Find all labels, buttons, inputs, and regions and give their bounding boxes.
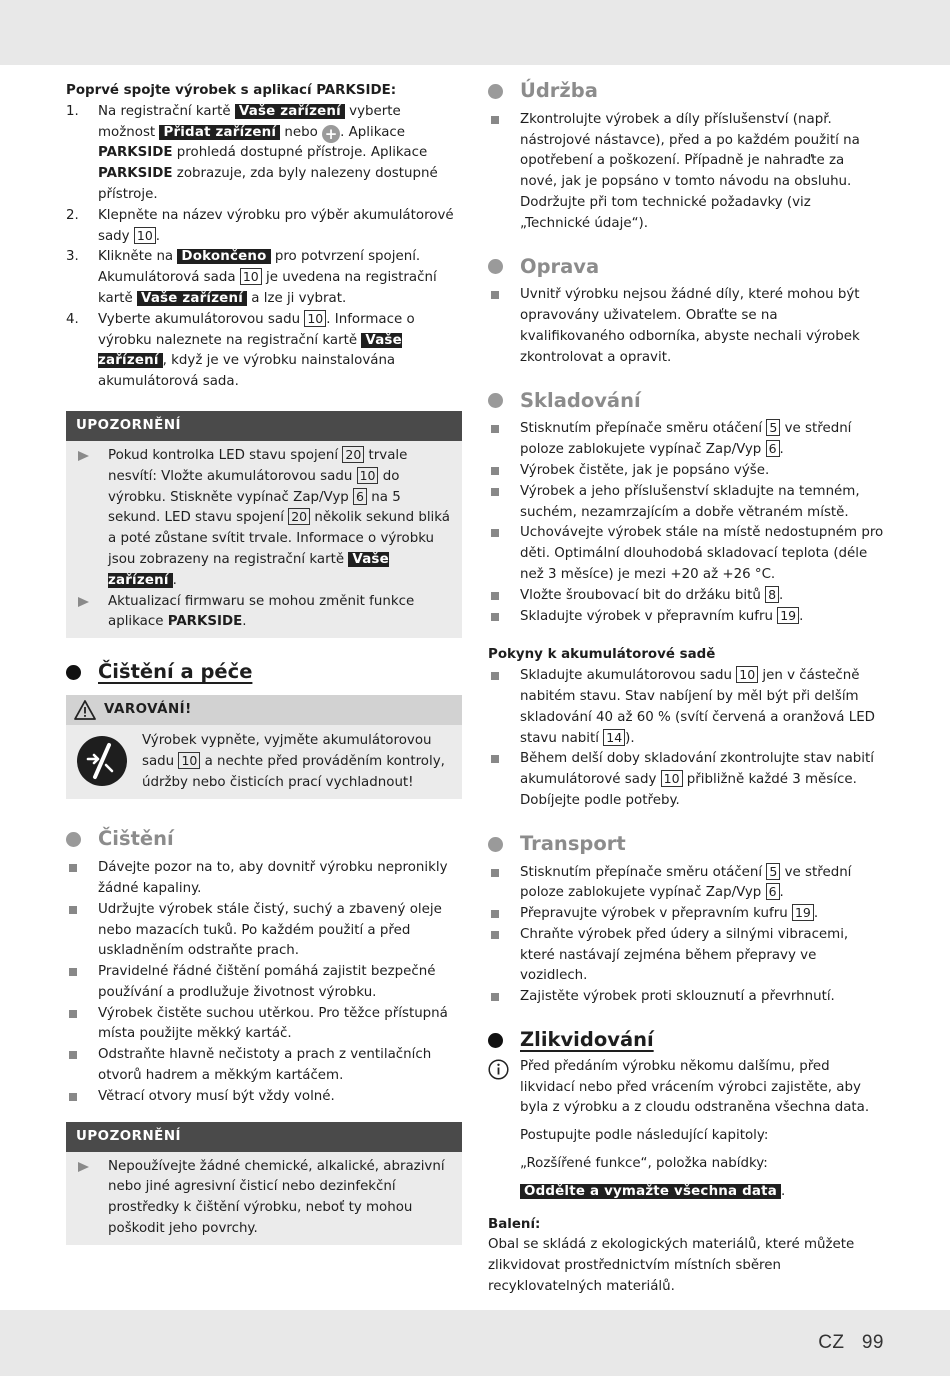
info-note: Před předáním výrobku někomu dalšímu, před likvidací nebo před vrácením výrobci zajistěte, aby byla z výrobku a z cloudu odstraněna všechna data.	[488, 1057, 884, 1119]
arrow-icon	[76, 592, 108, 634]
notice-item: Pokud kontrolka LED stavu spojení 20 trvale nesvítí: Vložte akumulátorovou sadu 10 do výrobku. Stiskněte vypínač Zap/Vyp 6 na 5 sekund. LED stavu spojení 20 několik sekund bliká a poté zůstane svítit trvale. Informace o výrobku jsou zobrazeny na registrační kartě Vaše zařízení .	[76, 446, 452, 592]
arrow-icon	[76, 446, 108, 592]
heading-cleaning-care: Čištění a péče	[66, 662, 462, 683]
page-number: CZ 99	[818, 1332, 884, 1353]
disposal-menu-item: Oddělte a vymažte všechna data .	[488, 1182, 884, 1203]
bullet-dot-icon	[488, 393, 503, 408]
packing-title: Balení:	[488, 1216, 541, 1232]
bullet-dot-icon	[488, 837, 503, 852]
square-bullet-icon	[488, 285, 520, 368]
disposal-para-2: „Rozšířené funkce“, položka nabídky:	[520, 1156, 768, 1172]
square-bullet-icon	[488, 904, 520, 925]
ui-label-your-devices: Vaše zařízení	[98, 332, 402, 369]
list-item: Skladujte výrobek v přepravním kufru 19 .	[488, 607, 884, 628]
bullet-dot-icon	[66, 832, 81, 847]
square-bullet-icon	[66, 900, 98, 962]
square-bullet-icon	[488, 482, 520, 524]
list-item: Dávejte pozor na to, aby dovnitř výrobku nepronikly žádné kapaliny.	[66, 858, 462, 900]
list-item: Výrobek čistěte suchou utěrkou. Pro těžce přístupná místa použijte měkký kartáč.	[66, 1004, 462, 1046]
step-1: 1. Na registrační kartě Vaše zařízení vyberte možnost Přidat zařízení nebo + . Aplikace PARKSIDE prohledá dostupné přístroje. Aplikace PARKSIDE zobrazuje, zda byly nalezeny dostupné přístroje.	[66, 103, 438, 202]
warning-title: VAROVÁNÍ!	[104, 701, 192, 717]
list-item: Přepravujte výrobek v přepravním kufru 19 .	[488, 904, 884, 925]
square-bullet-icon	[488, 419, 520, 461]
battery-subtitle: Pokyny k akumulátorové sadě	[488, 647, 716, 663]
list-item: Uchovávejte výrobek stále na místě nedostupném pro děti. Optimální dlouhodobá skladovací teplota (déle než 3 měsíce) je mezi +20 až +26 °C.	[488, 523, 884, 585]
heading-storage: Skladování	[488, 391, 884, 412]
notice-box-1	[66, 411, 462, 638]
list-item: Vložte šroubovací bit do držáku bitů 8 .	[488, 586, 884, 607]
list-item: Stisknutím přepínače směru otáčení 5 ve střední poloze zablokujete vypínač Zap/Vyp 6 .	[488, 419, 884, 461]
heading-cleaning: Čištění	[66, 829, 462, 850]
square-bullet-icon	[488, 749, 520, 811]
ui-label-disconnect-delete-data: Oddělte a vymažte všechna data	[520, 1184, 781, 1199]
ref-number: 10	[240, 268, 262, 285]
warning-box: VAROVÁNÍ! Výrobek vypněte, vyjměte akumulátorovou sadu 10 a nechte před prováděním kontroly, údržby nebo čisticích prací vychladnout!	[66, 695, 462, 799]
intro-title: Poprvé spojte výrobek s aplikací PARKSIDE:	[66, 83, 397, 98]
left-column	[66, 81, 462, 1245]
step-4: 4. Vyberte akumulátorovou sadu 10 . Informace o výrobku naleznete na registrační kartě Vaše zařízení , když je ve výrobku nainstalována akumulátorová sada.	[66, 310, 415, 390]
square-bullet-icon	[66, 1087, 98, 1108]
list-item: Skladujte akumulátorovou sadu 10 jen v částečně nabitém stavu. Stav nabíjení by měl být při delším skladování 40 až 60 % (svítí červená a oranžová LED stavu nabití 14 ).	[488, 666, 884, 749]
list-item: Zajistěte výrobek proti sklouznutí a převrhnutí.	[488, 987, 884, 1008]
arrow-icon	[76, 1157, 108, 1240]
ui-label-add-device: Přidat zařízení	[159, 125, 280, 140]
ref-number: 10	[304, 310, 326, 327]
ref-number: 10	[134, 227, 156, 244]
heading-maintenance: Údržba	[488, 81, 884, 102]
square-bullet-icon	[488, 666, 520, 749]
right-column	[488, 81, 884, 1298]
ui-label-done: Dokončeno	[177, 249, 270, 264]
square-bullet-icon	[488, 925, 520, 987]
plus-icon: +	[322, 125, 340, 143]
notice-box-2	[66, 1122, 462, 1245]
notice-item: Aktualizací firmwaru se mohou změnit funkce aplikace PARKSIDE.	[76, 592, 452, 634]
square-bullet-icon	[488, 987, 520, 1008]
list-item: Udržujte výrobek stále čistý, suchý a zbavený oleje nebo mazacích tuků. Po každém použití a před uskladněním odstraňte prach.	[66, 900, 462, 962]
list-item: Větrací otvory musí být vždy volné.	[66, 1087, 462, 1108]
square-bullet-icon	[66, 962, 98, 1004]
square-bullet-icon	[66, 1045, 98, 1087]
bullet-dot-icon	[488, 1033, 503, 1048]
header-band	[0, 0, 950, 65]
list-item: Zkontrolujte výrobek a díly příslušenství (např. nástrojové nástavce), před a po každém použití na opotřebení a poškození. Případně je nahraďte za nové, jak je popsáno v tomto návodu na obsluhu. Dodržujte při tom technické požadavky (viz „Technické údaje“).	[488, 110, 884, 235]
bullet-dot-icon	[66, 665, 81, 680]
bullet-dot-icon	[488, 259, 503, 274]
square-bullet-icon	[488, 863, 520, 905]
square-bullet-icon	[488, 607, 520, 628]
list-item: Výrobek čistěte, jak je popsáno výše.	[488, 461, 884, 482]
packing-text: Obal se skládá z ekologických materiálů, které můžete zlikvidovat prostřednictvím místních sběren recyklovatelných materiálů.	[488, 1237, 855, 1295]
footer-band	[0, 1310, 950, 1376]
notice-title: UPOZORNĚNÍ	[66, 1122, 462, 1152]
info-icon	[488, 1059, 509, 1080]
step-2: 2. Klepněte na název výrobku pro výběr akumulátorové sady 10 .	[66, 207, 454, 244]
list-item: Pravidelné řádné čištění pomáhá zajistit bezpečné používání a prodlužuje životnost výrobku.	[66, 962, 462, 1004]
step-3: 3. Klikněte na Dokončeno pro potvrzení spojení. Akumulátorová sada 10 je uvedena na registrační kartě Vaše zařízení a lze ji vybrat.	[66, 249, 437, 306]
bullet-dot-icon	[488, 84, 503, 99]
notice-item: Nepoužívejte žádné chemické, alkalické, abrazivní nebo jiné agresivní čisticí nebo dezinfekční prostředky k čištění výrobku, neboť ty mohou poškodit jeho povrchy.	[76, 1157, 452, 1240]
warning-triangle-icon	[74, 700, 96, 720]
list-item: Stisknutím přepínače směru otáčení 5 ve střední poloze zablokujete vypínač Zap/Vyp 6 .	[488, 863, 884, 905]
list-item: Uvnitř výrobku nejsou žádné díly, které mohou být opravovány uživatelem. Obraťte se na kvalifikovaného odborníka, abyste nechali výrobek zkontrolovat a opravit.	[488, 285, 884, 368]
list-item: Chraňte výrobek před údery a silnými vibracemi, které nastávají zejména během přepravy ve vozidlech.	[488, 925, 884, 987]
disposal-para-1: Postupujte podle následující kapitoly:	[520, 1128, 769, 1144]
list-item: Během delší doby skladování zkontrolujte stav nabití akumulátorové sady 10 přibližně každé 3 měsíce. Dobíjejte podle potřeby.	[488, 749, 884, 811]
unplug-battery-icon	[76, 735, 128, 787]
ui-label-your-devices: Vaše zařízení	[137, 291, 247, 306]
ui-label-your-devices: Vaše zařízení	[108, 551, 389, 588]
ui-label-your-devices: Vaše zařízení	[235, 104, 345, 119]
square-bullet-icon	[488, 586, 520, 607]
notice-title: UPOZORNĚNÍ	[66, 411, 462, 441]
heading-disposal: Zlikvidování	[488, 1030, 884, 1051]
square-bullet-icon	[488, 461, 520, 482]
heading-transport: Transport	[488, 834, 884, 855]
square-bullet-icon	[488, 110, 520, 235]
square-bullet-icon	[66, 858, 98, 900]
square-bullet-icon	[66, 1004, 98, 1046]
list-item: Odstraňte hlavně nečistoty a prach z ventilačních otvorů hadrem a měkkým kartáčem.	[66, 1045, 462, 1087]
heading-repair: Oprava	[488, 257, 884, 278]
square-bullet-icon	[488, 523, 520, 585]
list-item: Výrobek a jeho příslušenství skladujte na temném, suchém, nezamrzajícím a dobře větraném místě.	[488, 482, 884, 524]
